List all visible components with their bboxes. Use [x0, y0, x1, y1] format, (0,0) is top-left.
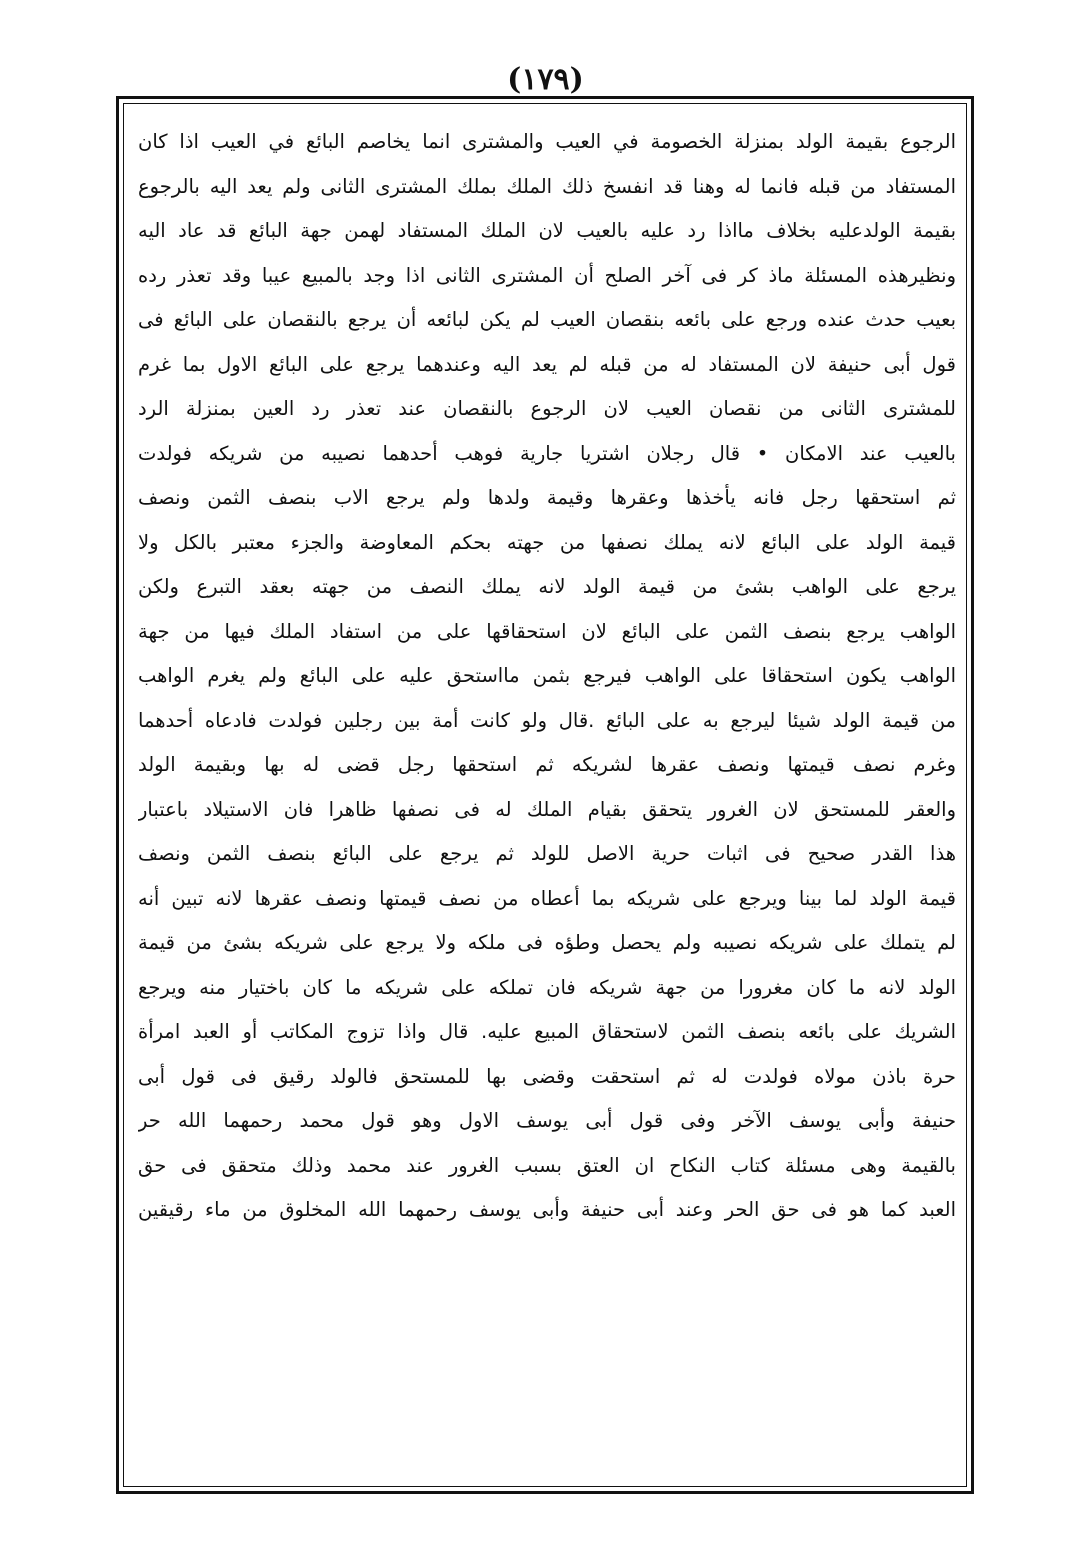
page-number: (١٧٩) — [507, 62, 584, 97]
text-line: يرجع على الواهب بشئ من قيمة الولد لانه يملك النصف من جهته بعقد التبرع ولكن — [138, 575, 956, 598]
text-line: وغرم نصف قيمتها ونصف عقرها لشريكه ثم استحقها رجل قضى له بها وبقيمة الولد — [138, 753, 956, 776]
text-line: المستفاد من قبله فانما له وهنا قد انفسخ ذلك الملك بملك المشترى الثانى ولم يعد اليه بالرجوع — [138, 174, 956, 198]
text-line: بعيب حدث عنده ورجع على بائعه بنقصان العيب لم يكن لبائعه أن يرجع بالنقصان على البائع فى — [138, 308, 956, 331]
text-line: قيمة الولد على البائع لانه يملك نصفها من جهته بحكم المعاوضة والجزء معتبر بالكل ولا — [138, 530, 956, 554]
text-line: لم يتملك على شريكه نصيبه ولم يحصل وطؤه فى ملكه ولا يرجع على شريكه بشئ من قيمة — [138, 931, 956, 954]
text-line: قيمة الولد لما بينا ويرجع على شريكه بما أعطاه من نصف قيمتها ونصف عقرها لانه تبين أنه — [138, 886, 956, 910]
text-line: العبد كما هو فى حق الحر وعند أبى حنيفة وأبى يوسف رحمهما الله المخلوق من ماء رقيقين — [138, 1198, 956, 1221]
text-line: والعقر للمستحق لان الغرور يتحقق بقيام الملك له فى نصفها ظاهرا فان الاستيلاد باعتبار — [138, 797, 956, 821]
text-line: للمشترى الثانى من نقصان العيب لان الرجوع بالنقصان عند تعذر رد العين بمنزلة الرد — [138, 397, 956, 420]
text-line: الواهب يكون استحقاقا على الواهب فيرجع بثمن مااستحق عليه على البائع ولم يغرم الواهب — [138, 664, 956, 687]
text-line: بالقيمة وهى مسئلة كتاب النكاح ان العتق بسبب الغرور عند محمد وذلك متحقق فى حق — [138, 1153, 956, 1177]
text-body — [138, 120, 956, 1470]
text-line: الواهب يرجع بنصف الثمن على البائع لان استحقاقها على من استفاد الملك فيها من جهة — [138, 619, 956, 643]
text-line: هذا القدر صحيح فى اثبات حرية الاصل للولد ثم يرجع على البائع بنصف الثمن ونصف — [138, 842, 956, 865]
text-line: ونظيرهذه المسئلة ماذ كر فى آخر الصلح أن المشترى الثانى اذا وجد بالمبيع عيبا وقد تعذر رده — [138, 263, 956, 287]
text-line: الرجوع بقيمة الولد بمنزلة الخصومة في العيب والمشترى انما يخاصم البائع في العيب اذا كان — [138, 130, 956, 153]
text-line: حنيفة وأبى يوسف الآخر وفى قول أبى يوسف الاول وهو قول محمد رحمهما الله حر — [138, 1109, 956, 1132]
text-line: ثم استحقها رجل فانه يأخذها وعقرها وقيمة ولدها ولم يرجع الاب بنصف الثمن ونصف — [138, 486, 956, 509]
text-line: من قيمة الولد شيئا ليرجع به على البائع .قال ولو كانت أمة بين رجلين فولدت فادعاه أحدهما — [138, 708, 956, 732]
text-line: الولد لانه ما كان مغرورا من جهة شريكه فان تملكه على شريكه ما كان باختيار منه ويرجع — [138, 975, 956, 999]
text-line: الشريك على بائعه بنصف الثمن لاستحقاق المبيع عليه. قال واذا تزوج المكاتب أو العبد امرأة — [138, 1020, 956, 1043]
text-line: بالعيب عند الامكان • قال رجلان اشتريا جارية فوهب أحدهما نصيبه من شريكه فولدت — [138, 441, 956, 465]
text-line: حرة باذن مولاه فولدت له ثم استحقت وقضى بها للمستحق فالولد رقيق فى قول أبى — [138, 1064, 956, 1088]
text-line: قول أبى حنيفة لان المستفاد له من قبله لم يعد اليه وعندهما يرجع على البائع الاول بما غرم — [138, 352, 956, 376]
text-line: بقيمة الولدعليه بخلاف مااذا رد عليه بالعيب لان الملك المستفاد لهمن جهة البائع قد عاد اليه — [138, 219, 956, 242]
